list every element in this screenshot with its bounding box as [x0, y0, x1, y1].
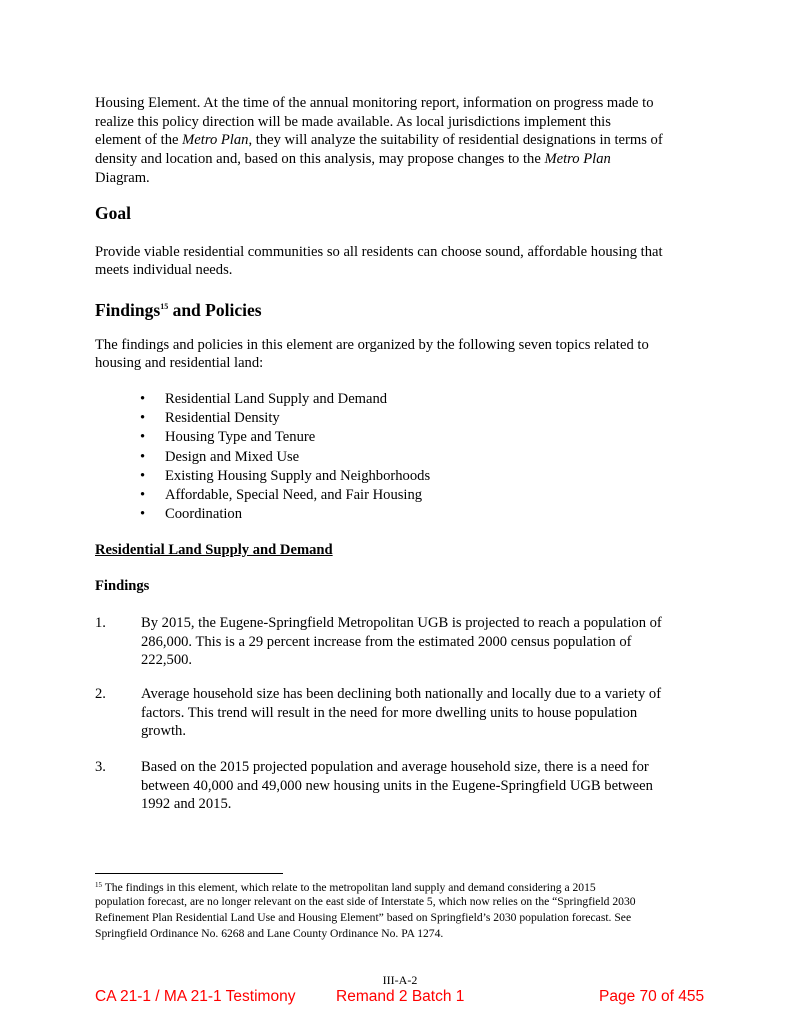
bullet-icon: •	[140, 448, 146, 465]
topic-item: Existing Housing Supply and Neighborhoods	[165, 467, 431, 484]
topic-item: Coordination	[165, 506, 243, 523]
paragraph-line	[95, 94, 654, 112]
footnote-line	[95, 910, 631, 925]
text-segment: Diagram.	[95, 169, 150, 186]
bullet-icon: •	[140, 467, 146, 484]
text-segment: density and location and, based on this analysis, may propose changes to the	[95, 151, 545, 168]
bullet-icon: •	[140, 429, 146, 446]
findings-policies-heading	[95, 297, 262, 320]
item-text-line: Average household size has been declining both nationally and locally due to a variety of	[141, 686, 662, 702]
topic-item: Design and Mixed Use	[165, 448, 300, 465]
stamp-testimony: CA 21-1 / MA 21-1 Testimony	[95, 988, 296, 1005]
item-number: 2.	[95, 686, 106, 702]
topic-item: Residential Density	[165, 410, 280, 427]
goal-text-line: meets individual needs.	[95, 262, 233, 278]
goal-text-line: Provide viable residential communities so all residents can choose sound, affordable housing that	[95, 244, 663, 260]
footnote-line	[95, 926, 443, 941]
goal-heading: Goal	[95, 203, 131, 223]
heading-text-rest: and Policies	[168, 300, 262, 320]
topic-item: Housing Type and Tenure	[165, 429, 316, 446]
findings-intro-line: housing and residential land:	[95, 355, 264, 371]
findings-intro-line: The findings and policies in this element are organized by the following seven topics related to	[95, 337, 649, 353]
footnote-text: population forecast, are no longer relevant on the east side of Interstate 5, which now relies on the “Springfield 2030	[95, 895, 636, 908]
item-number: 3.	[95, 759, 106, 775]
footnote-text: Springfield Ordinance No. 6268 and Lane County Ordinance No. PA 1274.	[95, 927, 444, 940]
paragraph-line	[95, 169, 150, 187]
item-text-line: between 40,000 and 49,000 new housing units in the Eugene-Springfield UGB between	[141, 777, 653, 794]
bullet-icon: •	[140, 506, 146, 523]
topic-item: Affordable, Special Need, and Fair Housing	[165, 487, 423, 503]
section-heading: Residential Land Supply and Demand	[95, 542, 333, 558]
paragraph-line	[95, 113, 611, 131]
item-text-line: factors. This trend will result in the need for more dwelling units to house population	[141, 704, 638, 721]
text-segment: , they will analyze the suitability of residential designations in terms of	[248, 132, 663, 149]
item-text-line: 286,000. This is a 29 percent increase from the estimated 2000 census population of	[141, 633, 632, 650]
footnote-mark: 15	[95, 881, 102, 889]
item-number: 1.	[95, 615, 106, 631]
findings-subheading: Findings	[95, 578, 150, 594]
text-segment: element of the	[95, 132, 183, 149]
paragraph-line	[95, 150, 611, 168]
italic-title: Metro Plan	[544, 151, 611, 168]
bullet-icon: •	[140, 410, 146, 427]
item-text-line: Based on the 2015 projected population and average household size, there is a need for	[141, 759, 649, 775]
item-text-line: 1992 and 2015.	[141, 796, 232, 812]
bullet-icon: •	[140, 391, 146, 407]
item-text-line: By 2015, the Eugene-Springfield Metropolitan UGB is projected to reach a population of	[141, 615, 662, 631]
heading-text: Findings	[95, 300, 161, 320]
bullet-icon: •	[140, 487, 146, 503]
footnote-text: Refinement Plan Residential Land Use and Housing Element” based on Springfield’s 2030 population forecast. See	[95, 911, 632, 924]
item-text-line: growth.	[141, 723, 186, 739]
footnote-line	[95, 894, 636, 909]
paragraph-line	[95, 131, 663, 149]
stamp-page: Page 70 of 455	[599, 988, 705, 1005]
text-segment: realize this policy direction will be made available. As local jurisdictions implement this	[95, 113, 611, 130]
topic-item: Residential Land Supply and Demand	[165, 391, 388, 407]
page-number: III-A-2	[382, 973, 418, 987]
footnote-ref[interactable]: 15	[160, 302, 169, 311]
stamp-batch: Remand 2 Batch 1	[336, 988, 465, 1005]
item-text-line: 222,500.	[141, 652, 193, 668]
footnote-line	[95, 878, 596, 895]
text-segment: Housing Element. At the time of the annual monitoring report, information on progress made to	[95, 95, 654, 111]
footnote-text: The findings in this element, which relate to the metropolitan land supply and demand considering a 2015	[102, 881, 596, 894]
footnote-divider	[95, 873, 283, 874]
italic-title: Metro Plan	[182, 132, 249, 149]
